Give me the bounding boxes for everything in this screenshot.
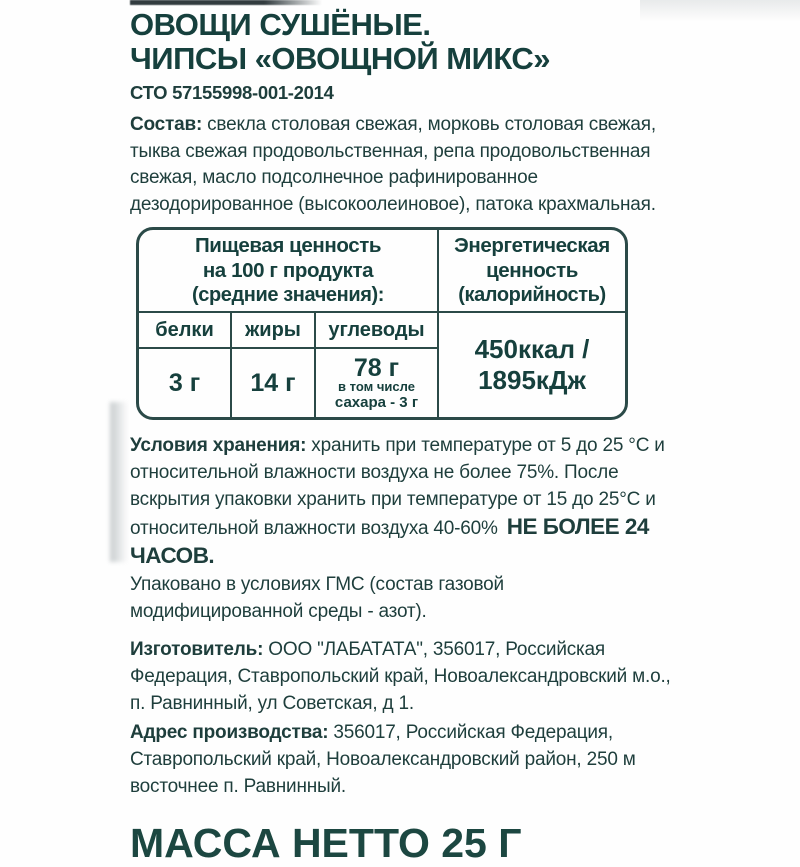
product-title-line1: ОВОЩИ СУШЁНЫЕ. (130, 7, 431, 42)
nutrition-header-cell (139, 230, 439, 313)
production-address-label: Адрес производства: (130, 722, 329, 743)
standard-code: СТО 57155998-001-2014 (130, 82, 334, 103)
packed-paragraph: Упаковано в условиях ГМС (состав газовой модифицированной среды - азот). (130, 574, 504, 622)
production-address-text: 356017, Российская Федерация, Ставропольский край, Новоалександровский район, 250 м восточнее п. Равнинный. (130, 722, 636, 797)
net-weight: МАССА НЕТТО 25 Г (130, 820, 522, 866)
manufacturer-paragraph (130, 636, 675, 717)
product-title (130, 8, 675, 76)
product-title-line2: ЧИПСЫ «ОВОЩНОЙ МИКС» (130, 41, 551, 76)
nutrition-header-line3: (средние значения): (191, 284, 385, 306)
column-header-fats: жиры (232, 313, 316, 349)
energy-header-cell (439, 230, 625, 313)
proteins-value: 3 г (139, 349, 232, 417)
energy-header-line3: (калорийность) (458, 284, 606, 306)
storage-paragraph (130, 432, 675, 571)
photo-edge-artifact-top (130, 0, 322, 5)
energy-value-cell (439, 313, 625, 417)
carbs-value: 78 г (353, 353, 400, 382)
production-address-paragraph (130, 719, 675, 800)
manufacturer-text: ООО "ЛАБАТАТА", 356017, Российская Федерация, Ставропольский край, Новоалександровский м.о., п. Равнинный, ул Советская, д 1. (130, 639, 671, 714)
energy-header-line2: ценность (486, 259, 578, 282)
column-header-proteins: белки (139, 313, 232, 349)
storage-text: хранить при температуре от 5 до 25 °С и относительной влажности воздуха не более 75%. После вскрытия упаковки хранить при температуре от 15 до 25°С и относительной влажности воздуха 40-60% (130, 435, 665, 539)
product-label (130, 8, 675, 867)
fats-value: 14 г (232, 349, 316, 417)
storage-emphasis: НЕ БОЛЕЕ 24 ЧАСОВ. (130, 514, 649, 568)
nutrition-table (136, 227, 628, 420)
photo-smear-artifact-left (110, 402, 128, 562)
energy-value-kcal: 450ккал / (474, 334, 590, 364)
manufacturer-label: Изготовитель: (130, 639, 264, 660)
carbs-note-line2: сахара - 3 г (334, 393, 419, 411)
composition-text: свекла столовая свежая, морковь столовая свежая, тыква свежая продовольственная, репа продовольственная свежая, масло подсолнечное рафинированное дезодорированное (высокоолеиновое), патока крахмальная. (130, 114, 656, 215)
storage-label: Условия хранения: (130, 435, 307, 456)
nutrition-header-line2: на 100 г продукта (202, 259, 374, 282)
composition-label: Состав: (130, 114, 203, 135)
column-header-carbs: углеводы (316, 313, 439, 349)
energy-header-line1: Энергетическая (454, 234, 610, 257)
composition-paragraph (130, 112, 675, 218)
carbs-value-cell (316, 349, 439, 417)
carbs-note-line1: в том числе (338, 378, 415, 394)
energy-value-kj: 1895кДж (478, 365, 586, 395)
nutrition-header-line1: Пищевая ценность (194, 234, 382, 257)
